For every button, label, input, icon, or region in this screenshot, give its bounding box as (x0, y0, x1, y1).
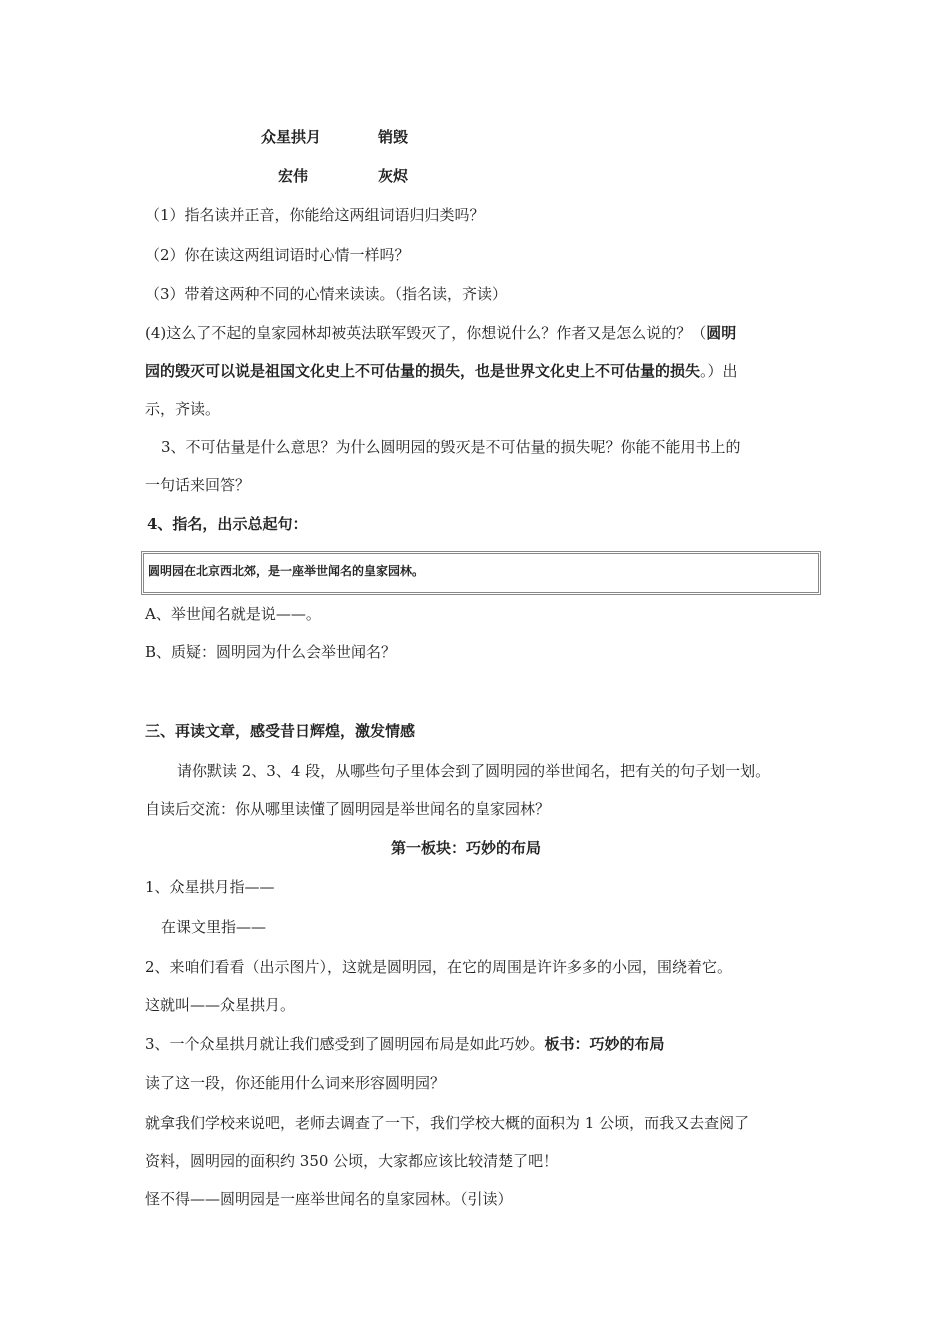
block-title: 第一板块：巧妙的布局 (391, 839, 542, 857)
guided-reading: 怪不得——圆明园是一座举世闻名的皇家园林。（引读） (145, 1190, 513, 1208)
step-3-line2: 一句话来回答？ (145, 476, 251, 494)
step-4-a: A、举世闻名就是说——。 (145, 605, 321, 623)
word-zhongxinggongyue: 众星拱月 (261, 128, 322, 146)
question-3: （3）带着这两种不同的心情来读读。（指名读，齐读） (145, 285, 508, 303)
question-4-line2 (145, 361, 738, 381)
word-huijin: 灰烬 (378, 167, 409, 185)
item-3-text: 3、一个众星拱月就让我们感受到了圆明园布局是如此巧妙。 (145, 1035, 545, 1053)
item-2: 2、来咱们看看（出示图片），这就是圆明园，在它的周围是许许多多的小园，围绕着它。 (145, 958, 733, 976)
question-2: （2）你在读这两组词语时心情一样吗？ (145, 246, 410, 264)
question-4-quote: 园的毁灭可以说是祖国文化史上不可估量的损失，也是世界文化史上不可估量的损失 (145, 362, 701, 380)
item-3 (145, 1034, 665, 1054)
question-4-tail: 。）出 (700, 362, 738, 380)
question-4-text: (4)这么了不起的皇家园林却被英法联军毁灭了，你想说什么？作者又是怎么说的？（ (145, 324, 707, 342)
blackboard-note: 板书：巧妙的布局 (544, 1035, 665, 1053)
topic-sentence: 圆明园在北京西北郊，是一座举世闻名的皇家园林。 (148, 564, 425, 578)
step-4-heading: 4、指名，出示总起句： (147, 515, 308, 533)
topic-sentence-box (141, 551, 821, 595)
question-4-line3: 示，齐读。 (145, 400, 221, 418)
word-xiaohui: 销毁 (378, 128, 409, 146)
section-3-paragraph-2: 自读后交流：你从哪里读懂了圆明园是举世闻名的皇家园林？ (145, 800, 551, 818)
question-4-line1 (145, 323, 736, 343)
section-3-paragraph-1: 请你默读 2、3、4 段，从哪些句子里体会到了圆明园的举世闻名，把有关的句子划一划。 (177, 762, 771, 780)
item-1-sub: 在课文里指—— (161, 918, 267, 936)
section-3-heading: 三、再读文章，感受昔日辉煌，激发情感 (145, 722, 416, 740)
area-comparison-line2: 资料，圆明园的面积约 350 公顷，大家都应该比较清楚了吧！ (145, 1152, 559, 1170)
area-comparison-line1: 就拿我们学校来说吧，老师去调查了一下，我们学校大概的面积为 1 公顷，而我又去查阅了 (145, 1114, 750, 1132)
step-4-b: B、质疑：圆明园为什么会举世闻名？ (145, 643, 397, 661)
item-2-cont: 这就叫——众星拱月。 (145, 996, 296, 1014)
question-describe: 读了这一段，你还能用什么词来形容圆明园？ (145, 1074, 446, 1092)
step-3-line1: 3、不可估量是什么意思？为什么圆明园的毁灭是不可估量的损失呢？你能不能用书上的 (161, 438, 741, 456)
word-hongwei: 宏伟 (278, 167, 309, 185)
question-4-quote-start: 圆明 (706, 324, 737, 342)
question-1: （1）指名读并正音，你能给这两组词语归归类吗？ (145, 206, 485, 224)
item-1: 1、众星拱月指—— (145, 878, 275, 896)
